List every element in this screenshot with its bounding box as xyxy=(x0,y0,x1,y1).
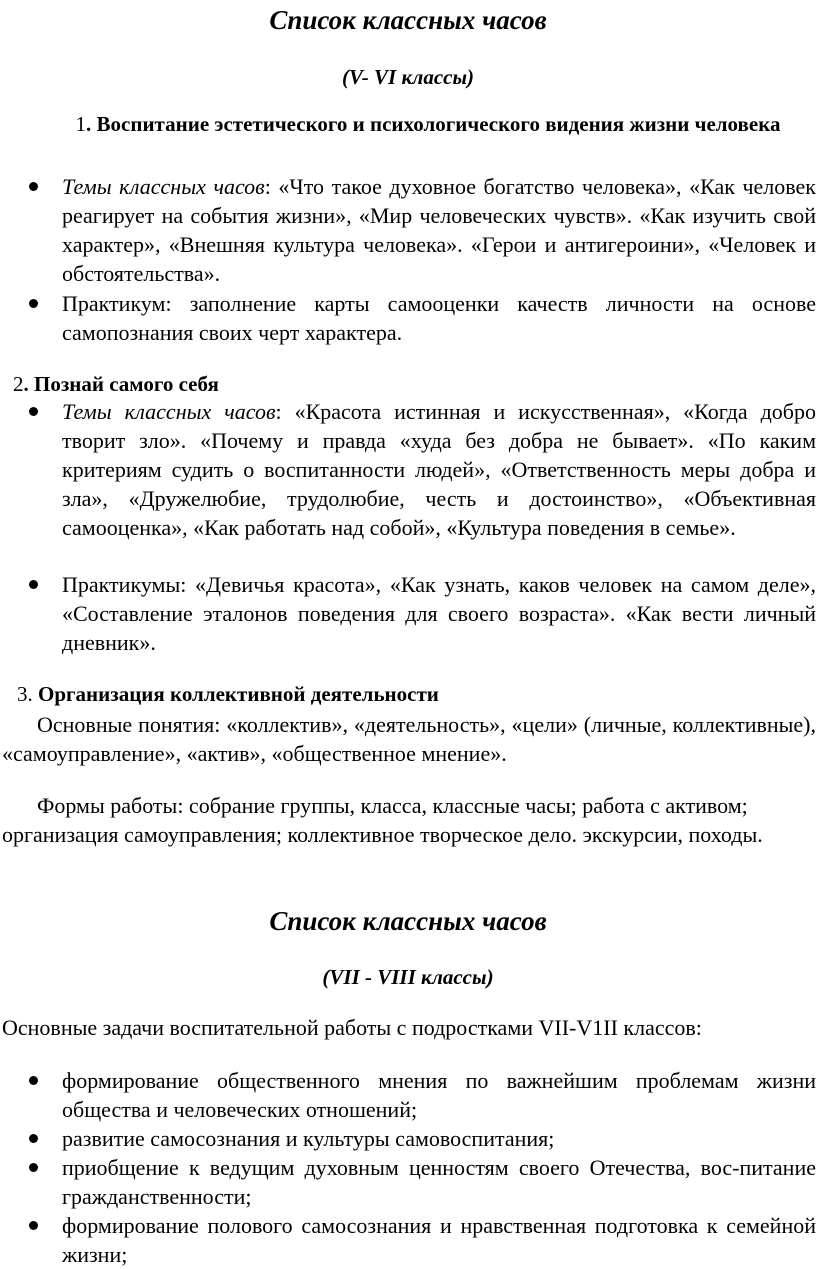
task-item xyxy=(62,1124,816,1153)
topic2-heading xyxy=(13,370,219,399)
task-item xyxy=(62,1066,816,1124)
topic2-title: . Познай самого себя xyxy=(23,372,219,396)
bullet-icon xyxy=(29,299,38,308)
topic1-practice-item xyxy=(62,289,816,347)
topic3-title: Организация коллективной деятельности xyxy=(38,682,439,706)
bullet-icon xyxy=(29,1221,38,1230)
section1-subtitle: (V- VI классы) xyxy=(341,65,475,89)
task-item xyxy=(62,1153,816,1211)
section2-subtitle: (VII - VIII классы) xyxy=(322,965,494,989)
task-text: формирование общественного мнения по важнейшим проблемам жизни общества и человеческих отношений; xyxy=(62,1068,816,1122)
task-text: приобщение к ведущим духовным ценностям своего Отечества, вос-питание гражданственности; xyxy=(62,1155,816,1209)
forms-paragraph: Формы работы: собрание группы, класса, классные часы; работа с активом; организация самоуправления; коллективное творческое дело. экскурсии, походы. xyxy=(2,793,763,847)
topic2-number: 2 xyxy=(13,372,24,396)
topic2-practice-item xyxy=(62,570,816,657)
topic1-title: . Воспитание эстетического и психологического видения жизни человека xyxy=(86,112,781,136)
task-text: формирование полового самосознания и нравственная подготовка к семейной жизни; xyxy=(62,1213,816,1267)
practice-text: Практикум: заполнение карты самооценки качеств личности на основе самопознания своих черт характера. xyxy=(62,291,816,345)
bullet-icon xyxy=(29,1076,38,1085)
bullet-icon xyxy=(29,1163,38,1172)
task-item xyxy=(62,1211,816,1269)
bullet-icon xyxy=(29,407,38,416)
bullet-icon xyxy=(29,182,38,191)
topic1-heading xyxy=(40,110,816,139)
section2-title: Список классных часов xyxy=(269,906,547,936)
practice-text: Практикумы: «Девичья красота», «Как узнать, каков человек на самом деле», «Составление эталонов поведения для своего возраста». «Как вести личный дневник». xyxy=(62,572,816,655)
themes-label: Темы классных часов xyxy=(62,174,265,199)
themes-text: : «Красота истинная и искусственная», «Когда добро творит зло». «Почему и правда «худа без добра не бывает». «По каким критериям судить о воспитанности людей», «Ответственность меры добра и зла», «Дружелюбие, трудолюбие, честь и достоинство», «Объективная самооценка», «Как работать над собой», «Культура поведения в семье». xyxy=(62,399,816,540)
topic3-number: 3. xyxy=(17,682,38,706)
themes-text: : «Что такое духовное богатство человека», «Как человек реагирует на события жизни», «Мир человеческих чувств». «Как изучить свой характер», «Внешняя культура человека». «Герои и антигероини», «Человек и обстоятельства». xyxy=(62,174,816,286)
tasks-intro: Основные задачи воспитательной работы с подростками VII-V1II классов: xyxy=(2,1015,702,1040)
bullet-icon xyxy=(29,1134,38,1143)
bullet-icon xyxy=(29,580,38,589)
topic1-number: 1 xyxy=(75,112,87,136)
concepts-paragraph: Основные понятия: «коллектив», «деятельность», «цели» (личные, коллективные), «самоуправление», «актив», «общественное мнение». xyxy=(2,712,816,766)
topic2-themes-item xyxy=(62,397,816,542)
themes-label: Темы классных часов xyxy=(62,399,276,424)
task-text: развитие самосознания и культуры самовоспитания; xyxy=(62,1126,555,1151)
section1-title: Список классных часов xyxy=(269,5,547,35)
topic1-themes-item xyxy=(62,172,816,288)
topic3-heading xyxy=(17,680,439,709)
